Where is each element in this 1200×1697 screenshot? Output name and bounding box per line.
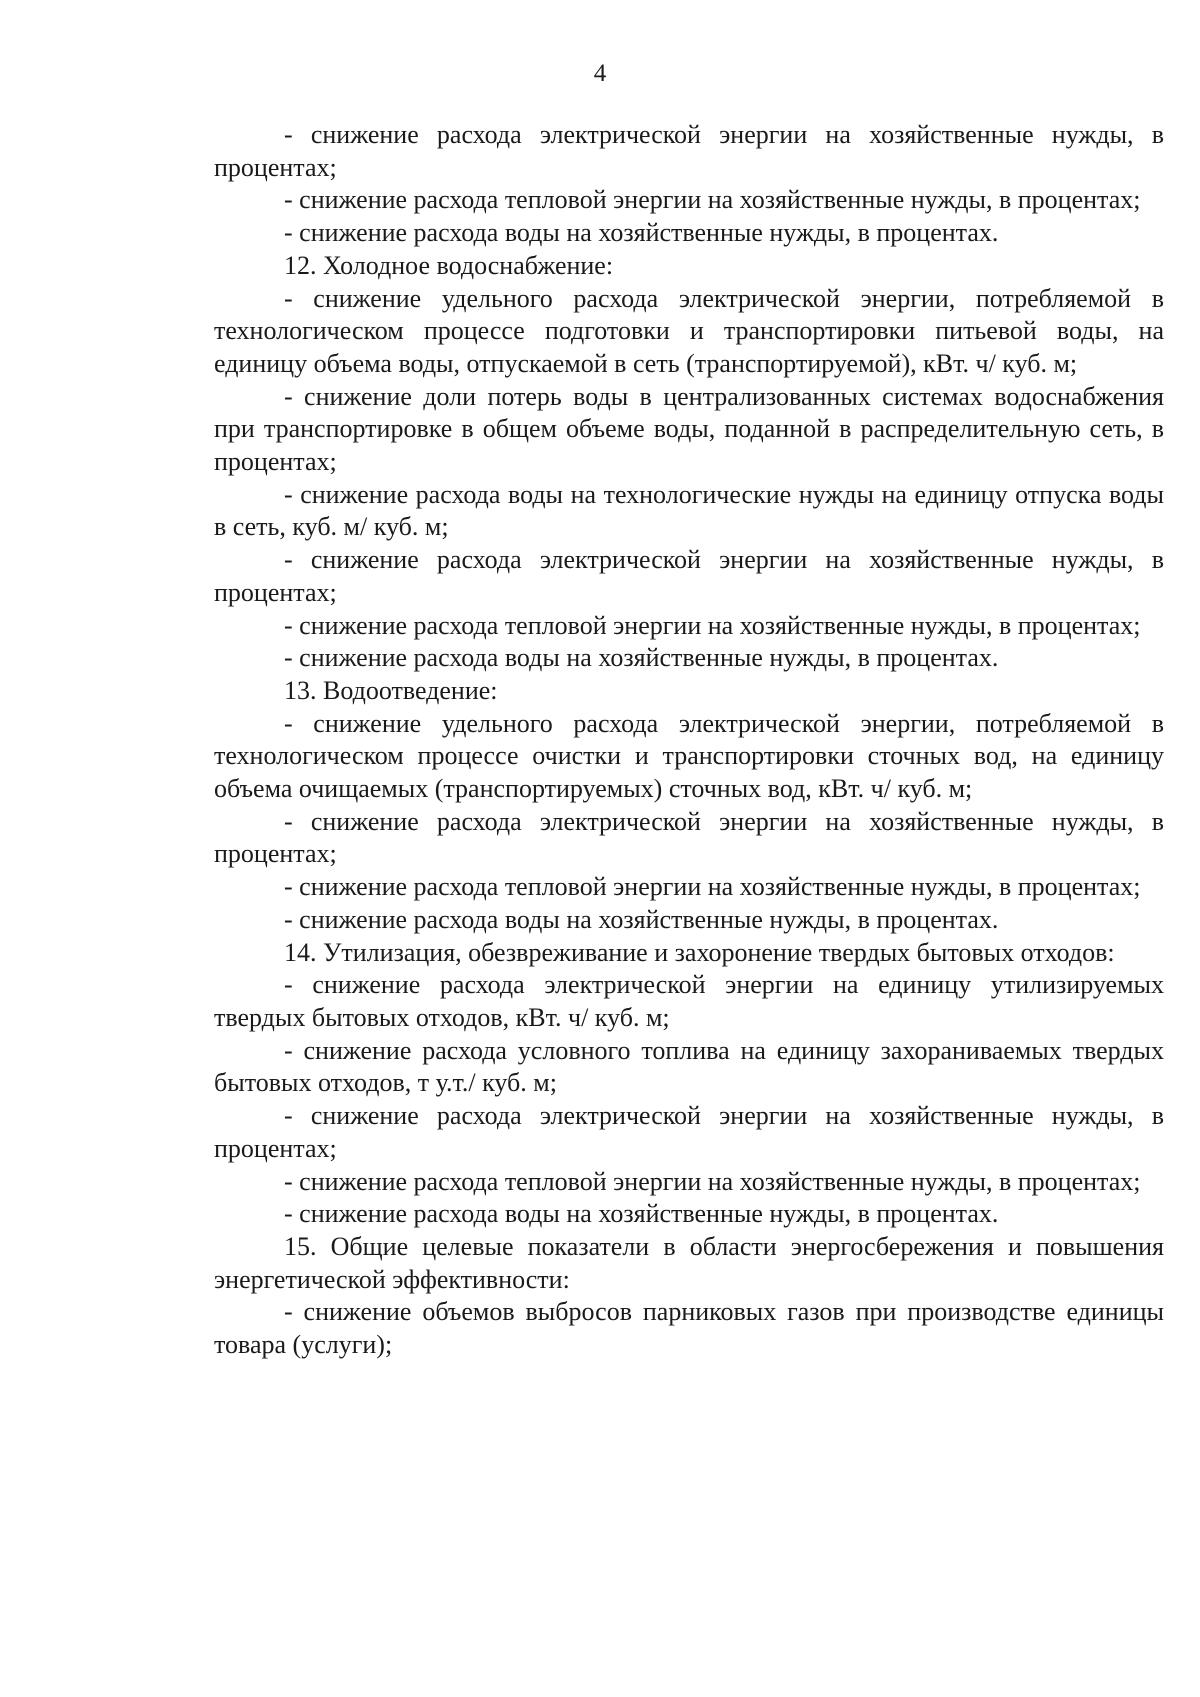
list-item: - снижение расхода воды на хозяйственные нужды, в процентах. [284, 904, 999, 934]
section-heading: 14. Утилизация, обезвреживание и захоронение твердых бытовых отходов: [284, 937, 1115, 967]
list-item: - снижение расхода электрической энергии на единицу утилизируемых твердых бытовых отходов, кВт. ч/ куб. м; [214, 970, 1164, 1032]
list-item: - снижение расхода воды на хозяйственные нужды, в процентах. [284, 1199, 999, 1229]
list-item: - снижение расхода электрической энергии на хозяйственные нужды, в процентах; [214, 806, 1164, 869]
list-item: - снижение объемов выбросов парниковых газов при производстве единицы товара (услуги); [214, 1297, 1164, 1360]
list-item: - снижение расхода тепловой энергии на хозяйственные нужды, в процентах; [284, 1166, 1141, 1196]
list-item: - снижение удельного расхода электрической энергии, потребляемой в технологическом процессе очистки и транспортировки сточных вод, на единицу объема очищаемых (транспортируемых) сточных вод, кВт. ч/ куб. м; [214, 708, 1164, 804]
list-item: - снижение удельного расхода электрической энергии, потребляемой в технологическом процессе подготовки и транспортировки питьевой воды, на единицу объема воды, отпускаемой в сеть (транспортируемой), кВт. ч/ куб. м; [214, 283, 1164, 378]
list-item: - снижение расхода воды на хозяйственные нужды, в процентах. [284, 218, 999, 248]
list-item: - снижение расхода тепловой энергии на хозяйственные нужды, в процентах; [284, 185, 1141, 215]
page-number: 4 [593, 60, 607, 87]
list-item: - снижение расхода тепловой энергии на хозяйственные нужды, в процентах; [284, 872, 1141, 902]
list-item: - снижение расхода воды на хозяйственные нужды, в процентах. [284, 643, 999, 673]
list-item: - снижение расхода условного топлива на единицу захораниваемых твердых бытовых отходов, т у.т./ куб. м; [214, 1035, 1164, 1098]
list-item: - снижение расхода воды на технологические нужды на единицу отпуска воды в сеть, куб. м/ куб. м; [214, 479, 1164, 542]
section-heading: 13. Водоотведение: [284, 675, 498, 705]
document-body [214, 119, 1164, 1362]
list-item: - снижение расхода электрической энергии на хозяйственные нужды, в процентах; [214, 545, 1164, 607]
section-heading: 15. Общие целевые показатели в области энергосбережения и повышения энергетической эффективности: [214, 1231, 1164, 1294]
list-item: - снижение расхода тепловой энергии на хозяйственные нужды, в процентах; [284, 610, 1141, 640]
section-heading: 12. Холодное водоснабжение: [284, 250, 614, 280]
list-item: - снижение расхода электрической энергии на хозяйственные нужды, в процентах; [214, 120, 1164, 182]
list-item: - снижение доли потерь воды в централизованных системах водоснабжения при транспортировке в общем объеме воды, поданной в распределительную сеть, в процентах; [214, 381, 1164, 477]
list-item: - снижение расхода электрической энергии на хозяйственные нужды, в процентах; [214, 1101, 1164, 1163]
